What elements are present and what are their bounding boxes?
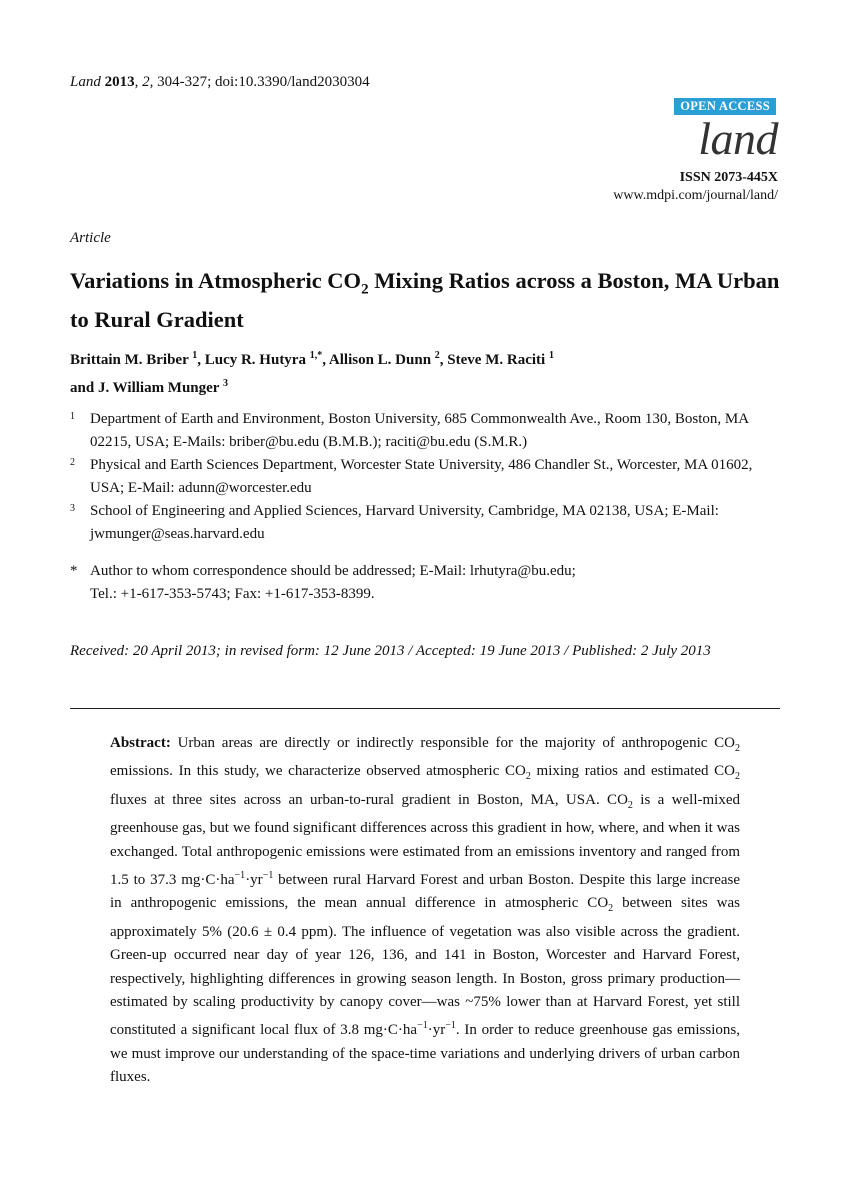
abstract-text: fluxes at three sites across an urban-to-rural gradient in Boston, MA, USA. CO xyxy=(110,791,628,808)
abstract-text: is a well-mixed greenhouse gas, but we found significant differences across this gradient in how, where, and when it was exchanged. Total anthropogenic emissions were estimated from an emissions inventory and ranged from 1.5 to 37.3 mg·C·ha xyxy=(110,791,740,889)
author-name: Allison L. Dunn xyxy=(328,352,432,368)
title-part2: Mixing Ratios across a Boston, MA Urban to Rural Gradient xyxy=(70,268,780,332)
paper-title xyxy=(70,266,785,334)
journal-logo: land xyxy=(698,113,778,164)
journal-year: 2013 xyxy=(104,74,135,90)
abstract xyxy=(110,732,740,1090)
abstract-text: emissions. In this study, we characterize observed atmospheric CO xyxy=(110,763,526,780)
section-divider xyxy=(70,708,780,709)
subscript: 2 xyxy=(734,771,740,783)
correspondence xyxy=(70,560,785,606)
abstract-text: . In order to reduce greenhouse gas emissions, we must improve our understanding of the space-time variations and underlying drivers of urban carbon fluxes. xyxy=(110,1022,740,1086)
abstract-text: between sites was approximately 5% (20.6 ± 0.4 ppm). The influence of vegetation was also visible across the gradient. Green-up occurred near day of year 126, 136, and 141 in Boston, Worcester and Harvard Forest, respectively, highlighting differences in growing season length. In Boston, gross primary production—estimated by scaling productivity by canopy cover—was ~75% lower than at Harvard Forest, yet still constituted a significant local flux of 3.8 mg·C·ha xyxy=(110,895,741,1039)
affiliations xyxy=(70,408,785,606)
author-list: Brittain M. Briber $^1$, Lucy R. Hutyra $^{1,*}$, Allison L. Dunn $^2$, Steve M. Raciti $^1$ and J. William Munger $^3$ xyxy=(70,350,554,396)
subscript: 2 xyxy=(608,903,614,915)
author-name: Lucy R. Hutyra xyxy=(204,352,306,368)
pages-doi: , 304-327; doi:10.3390/land2030304 xyxy=(149,74,370,90)
author-name: Steve M. Raciti xyxy=(447,352,546,368)
affiliation-text: Department of Earth and Environment, Boston University, 685 Commonwealth Ave., Room 130, Boston, MA 02215, USA; E-Mails: briber@bu.edu (B.M.B.); raciti@bu.edu (S.M.R.) xyxy=(90,411,749,450)
abstract-text: between rural Harvard Forest and urban Boston. Despite this large increase in anthropogenic emissions, the mean annual difference in atmospheric CO xyxy=(110,872,740,912)
affiliation-number: 3 xyxy=(70,503,75,514)
journal-url[interactable]: www.mdpi.com/journal/land/ xyxy=(613,188,778,203)
correspondence-line2: Tel.: +1-617-353-5743; Fax: +1-617-353-8399. xyxy=(90,586,375,602)
journal-volume: 2 xyxy=(142,74,150,90)
superscript: −1 xyxy=(445,1020,456,1032)
citation-line: Land 2013, 2, 304-327; doi:10.3390/land2030304 xyxy=(70,74,370,90)
open-access-badge: OPEN ACCESS xyxy=(674,98,776,115)
title-sub: 2 xyxy=(361,281,369,298)
affiliation-item xyxy=(70,454,785,500)
affiliation-number: 2 xyxy=(70,457,75,468)
abstract-text: ·yr xyxy=(245,872,263,889)
affiliation-item xyxy=(70,500,785,546)
publication-dates: Received: 20 April 2013; in revised form: 12 June 2013 / Accepted: 19 June 2013 / Published: 2 July 2013 xyxy=(70,643,711,659)
journal-name: Land xyxy=(70,74,101,90)
abstract-label: Abstract: xyxy=(110,735,171,751)
subscript: 2 xyxy=(735,743,740,754)
correspondence-star: * xyxy=(70,563,78,579)
author-sup: 1 xyxy=(548,350,554,361)
abstract-text: mixing ratios and estimated CO xyxy=(530,763,735,780)
author-name: J. William Munger xyxy=(97,380,220,396)
affiliation-item xyxy=(70,408,785,454)
author-sup: 2 xyxy=(434,350,440,361)
title-part1: Variations in Atmospheric CO xyxy=(70,268,362,293)
article-type: Article xyxy=(70,230,111,246)
author-sup: 1 xyxy=(192,350,198,361)
correspondence-line1: Author to whom correspondence should be addressed; E-Mail: lrhutyra@bu.edu; xyxy=(90,563,576,579)
author-name: Brittain M. Briber xyxy=(70,352,189,368)
author-sup: 1,* xyxy=(309,350,323,361)
superscript: −1 xyxy=(234,870,246,882)
affiliation-number: 1 xyxy=(70,411,75,422)
subscript: 2 xyxy=(627,799,633,811)
abstract-text: Urban areas are directly or indirectly responsible for the majority of anthropogenic CO xyxy=(170,735,735,751)
superscript: −1 xyxy=(417,1020,428,1032)
abstract-text: ·yr xyxy=(427,1022,446,1039)
affiliation-text: School of Engineering and Applied Sciences, Harvard University, Cambridge, MA 02138, USA; E-Mail: jwmunger@seas.harvard.edu xyxy=(90,503,719,542)
subscript: 2 xyxy=(525,771,531,783)
affiliation-text: Physical and Earth Sciences Department, Worcester State University, 486 Chandler St., Worcester, MA 01602, USA; E-Mail: adunn@worcester.edu xyxy=(90,457,753,496)
author-sup: 3 xyxy=(222,378,228,389)
issn: ISSN 2073-445X xyxy=(679,170,778,185)
superscript: −1 xyxy=(262,870,274,882)
